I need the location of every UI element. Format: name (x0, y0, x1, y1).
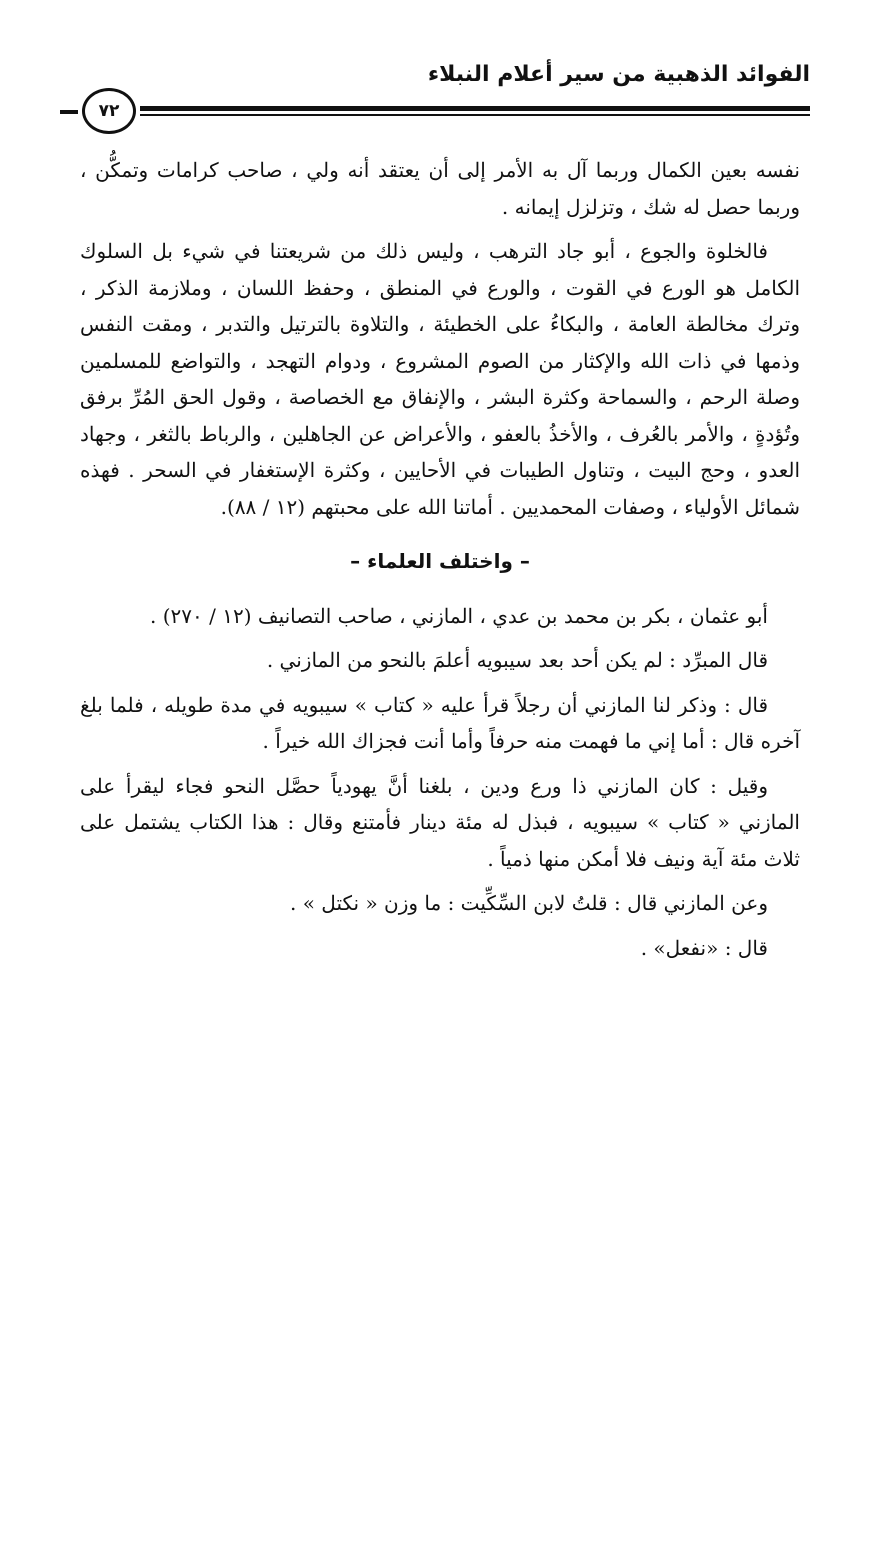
section-heading: – واختلف العلماء – (350, 549, 530, 573)
running-title: الفوائد الذهبية من سير أعلام النبلاء (427, 62, 810, 87)
header-rule-thin (140, 114, 810, 116)
paragraph-continuation: نفسه بعين الكمال وربما آل به الأمر إلى أن يعتقد أنه ولي ، صاحب كرامات وتمكُّن ، وربما حصل له شك ، وتزلزل إيمانه . (80, 158, 800, 219)
paragraph: قال : «نفعل» . (640, 935, 768, 960)
paragraph: قال المبرِّد : لم يكن أحد بعد سيبويه أعلمَ بالنحو من المازني . (266, 648, 768, 672)
paragraph: وقيل : كان المازني ذا ورع ودين ، بلغنا أنَّ يهودياً حصَّل النحو فجاء ليقرأ على المازني « كتاب » سيبويه ، فبذل له مئة دينار فأمتنع وقال : هذا الكتاب يشتمل على ثلاث مئة آية ونيف فلا أمكن منها ذمياً . (80, 773, 800, 871)
header-rule-thick (140, 106, 810, 111)
paragraph: وعن المازني قال : قلتُ لابن السِّكِّيت : ما وزن « نكتل » . (290, 891, 768, 915)
paragraph: فالخلوة والجوع ، أبو جاد الترهب ، وليس ذلك من شريعتنا في شيء بل السلوك الكامل هو الورع في القوت ، والورع في المنطق ، وحفظ اللسان ، وملازمة الذكر ، وترك مخالطة العامة ، والبكاءُ على الخطيئة ، والتلاوة بالترتيل والتدبر ، ومقت النفس وذمها في ذات الله والإكثار من الصوم المشروع ، ودوام التهجد ، والتواضع للمسلمين وصلة الرحم ، والسماحة وكثرة البشر ، والإنفاق مع الخصاصة ، وقول الحق المُرِّ برفق وتُؤدةٍ ، والأمر بالعُرف ، والأخذُ بالعفو ، والأعراض عن الجاهلين ، والرباط بالثغر ، وجهاد العدو ، وحج البيت ، وتناول الطيبات في الأحايين ، وكثرة الإستغفار في السحر . فهذه شمائل الأولياء ، وصفات المحمديين . أماتنا الله على محبتهم (١٢ / ٨٨). (80, 239, 800, 519)
paragraph: أبو عثمان ، بكر بن محمد بن عدي ، المازني ، صاحب التصانيف (١٢ / ٢٧٠) . (150, 603, 768, 628)
page-header (70, 56, 810, 136)
page-number: ٧٢ (82, 88, 136, 134)
header-rule-left (60, 110, 78, 114)
paragraph: قال : وذكر لنا المازني أن رجلاً قرأ عليه « كتاب » سيبويه في مدة طويله ، فلما بلغ آخره قال : أما إني ما فهمت منه حرفاً وأما أنت فجزاك الله خيراً . (80, 692, 800, 753)
body-text (80, 152, 800, 966)
